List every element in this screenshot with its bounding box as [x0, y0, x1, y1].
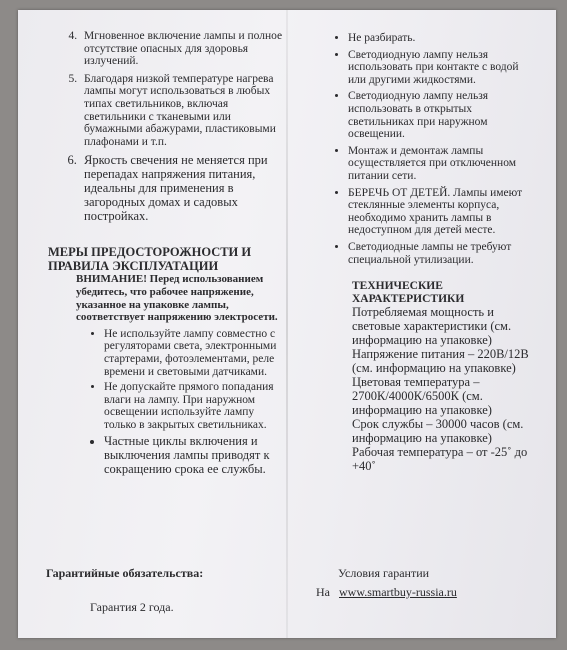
right-column	[330, 32, 535, 473]
left-column	[48, 30, 283, 479]
feature-item: 4. Мгновенное включение лампы и полное отсутствие опасных для здоровья излучений.	[80, 30, 283, 68]
safety-item: • Частные циклы включения и выключения лампы приводят к сокращению срока ее службы.	[104, 434, 283, 476]
safety-item: • Не допускайте прямого попадания влаги на лампу. При наружном освещении используйте лампу только в закрытых светильниках.	[104, 381, 283, 431]
conditions-title: Условия гарантии	[338, 566, 430, 580]
feature-item: 6. Яркость свечения не меняется при перепадах напряжения питания, идеальны для применения в загородных домах и садовых постройках.	[80, 153, 283, 223]
safety-bullets	[48, 328, 283, 477]
warning-text: ВНИМАНИЕ! Перед использованием убедитесь, что рабочее напряжение, указанное на упаковке лампы, соответствует напряжению электросети.	[76, 273, 278, 324]
tech-line: Срок службы – 30000 часов (см. информацию на упаковке)	[352, 417, 524, 446]
tech-line: Рабочая температура – от -25˚ до +40˚	[352, 445, 528, 474]
tech-line: Потребляемая мощность и световые характеристики (см. информацию на упаковке)	[352, 305, 512, 348]
instruction-sheet	[18, 10, 556, 638]
tech-line: Цветовая температура – 2700К/4000К/6500К (см. информацию на упаковке)	[352, 375, 492, 418]
tech-specs	[352, 305, 535, 473]
precaution-item: • Светодиодную лампу нельзя использовать при контакте с водой или другими жидкостями.	[348, 49, 535, 87]
precaution-item: • БЕРЕЧЬ ОТ ДЕТЕЙ. Лампы имеют стеклянные элементы корпуса, необходимо хранить лампы в недоступном для детей месте.	[348, 187, 535, 237]
tech-title: ТЕХНИЧЕСКИЕ ХАРАКТЕРИСТИКИ	[352, 280, 465, 305]
precaution-item: • Не разбирать.	[348, 32, 535, 45]
safety-item: • Не используйте лампу совместно с регуляторами света, электронными стартерами, фотоэлементами, реле времени и световыми датчиками.	[104, 328, 283, 378]
features-list	[48, 30, 283, 223]
precaution-bullets	[330, 32, 535, 266]
conditions-link[interactable]: www.smartbuy-russia.ru	[339, 585, 457, 599]
tech-line: Напряжение питания – 220В/12В (см. информацию на упаковке)	[352, 347, 529, 376]
conditions-prefix: На	[316, 585, 330, 599]
feature-item: 5. Благодаря низкой температуре нагрева лампы могут использоваться в любых типах светильников, включая светильники с тканевыми или бумажными абажурами, пластиковыми плафонами и т.п.	[80, 73, 283, 149]
precaution-item: • Светодиодные лампы не требуют специальной утилизации.	[348, 241, 535, 266]
precaution-item: • Монтаж и демонтаж лампы осуществляется при отключенном питании сети.	[348, 145, 535, 183]
paper-fold	[286, 10, 288, 638]
precaution-item: • Светодиодную лампу нельзя использовать в открытых светильниках при наружном освещении.	[348, 90, 535, 140]
conditions-line	[316, 585, 457, 600]
warranty-title: Гарантийные обязательства:	[46, 566, 204, 580]
safety-title: МЕРЫ ПРЕДОСТОРОЖНОСТИ И ПРАВИЛА ЭКСПЛУАТАЦИИ	[48, 245, 252, 274]
warranty-text: Гарантия 2 года.	[90, 600, 174, 614]
